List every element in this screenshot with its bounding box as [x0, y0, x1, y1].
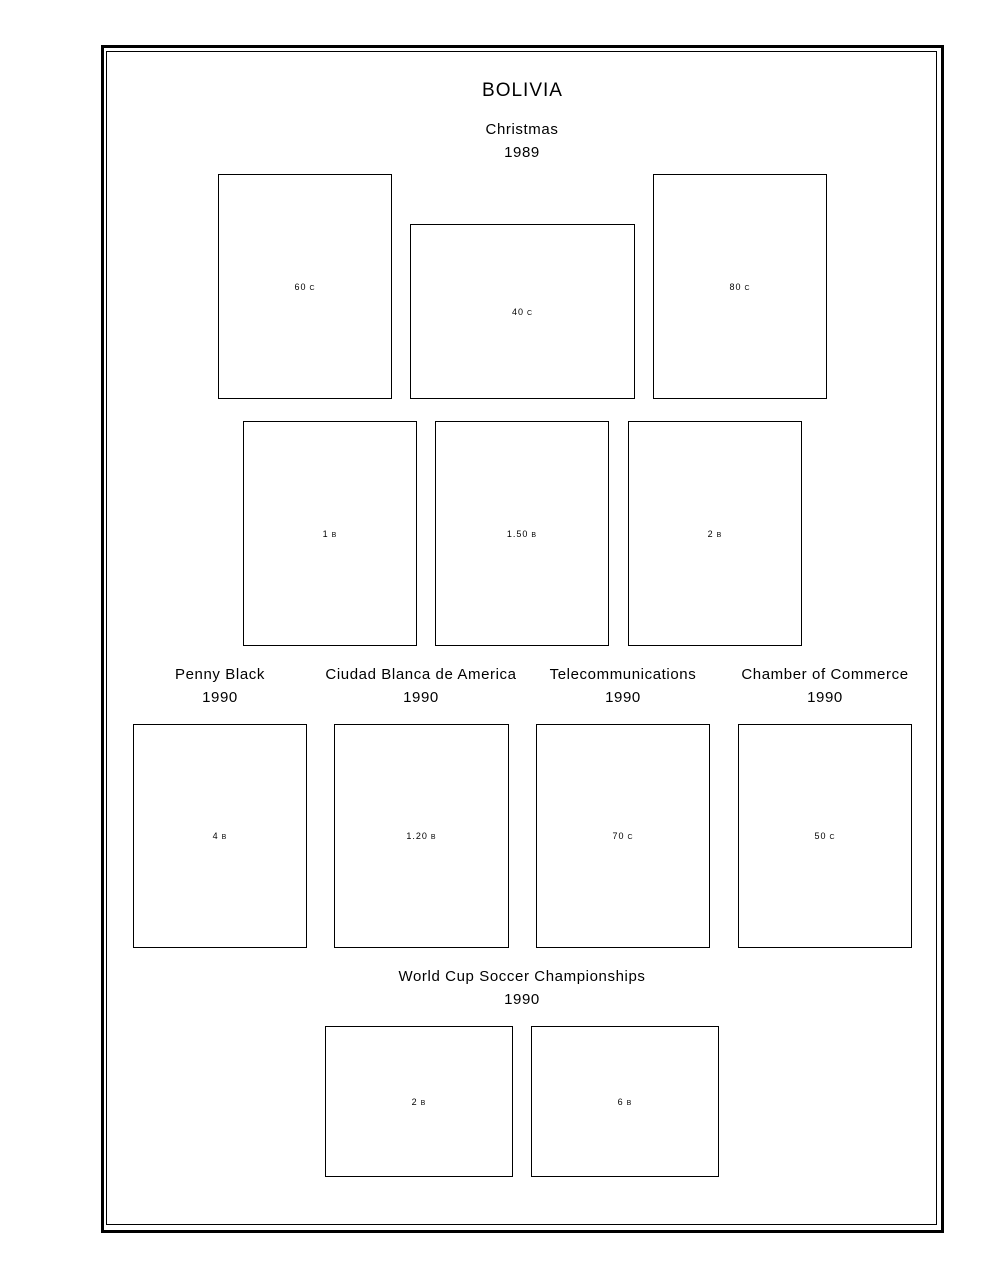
section-heading-christmas [422, 121, 622, 161]
stamp-denomination: 2 B [707, 528, 723, 539]
stamp-mount [218, 174, 392, 399]
stamp-mount [334, 724, 509, 948]
stamp-denomination: 1.20 B [406, 831, 437, 841]
stamp-denomination: 50 C [814, 831, 836, 841]
section-heading-ciudad-blanca [311, 666, 531, 706]
section-year: 1989 [504, 144, 540, 161]
stamp-mount [243, 421, 417, 646]
section-year: 1990 [504, 991, 540, 1008]
section-year: 1990 [807, 689, 843, 706]
section-title: Penny Black [175, 666, 265, 683]
stamp-mount [738, 724, 912, 948]
stamp-mount [325, 1026, 513, 1177]
stamp-mount [628, 421, 802, 646]
section-title: Chamber of Commerce [741, 666, 909, 683]
section-year: 1990 [605, 689, 641, 706]
stamp-denomination: 4 B [212, 831, 228, 841]
stamp-denomination: 1 B [322, 528, 338, 539]
section-title: Telecommunications [549, 666, 697, 683]
section-heading-penny-black [120, 666, 320, 706]
stamp-denomination: 70 C [612, 831, 634, 841]
section-title: World Cup Soccer Championships [398, 968, 646, 985]
stamp-denomination: 1.50 B [506, 528, 538, 539]
stamp-denomination: 60 C [294, 281, 316, 292]
section-title: Ciudad Blanca de America [325, 666, 517, 683]
page-title: BOLIVIA [482, 80, 563, 101]
stamp-mount [536, 724, 710, 948]
section-year: 1990 [202, 689, 238, 706]
section-heading-world-cup [372, 968, 672, 1008]
stamp-denomination: 80 C [729, 281, 751, 292]
stamp-mount [653, 174, 827, 399]
section-heading-chamber-of-commerce [725, 666, 925, 706]
stamp-mount [133, 724, 307, 948]
section-heading-telecommunications [523, 666, 723, 706]
stamp-denomination: 40 C [511, 306, 534, 317]
section-title: Christmas [485, 121, 559, 138]
stamp-mount [531, 1026, 719, 1177]
stamp-denomination: 6 B [617, 1096, 633, 1107]
stamp-mount [410, 224, 635, 399]
section-year: 1990 [403, 689, 439, 706]
stamp-mount [435, 421, 609, 646]
stamp-denomination: 2 B [411, 1096, 427, 1107]
